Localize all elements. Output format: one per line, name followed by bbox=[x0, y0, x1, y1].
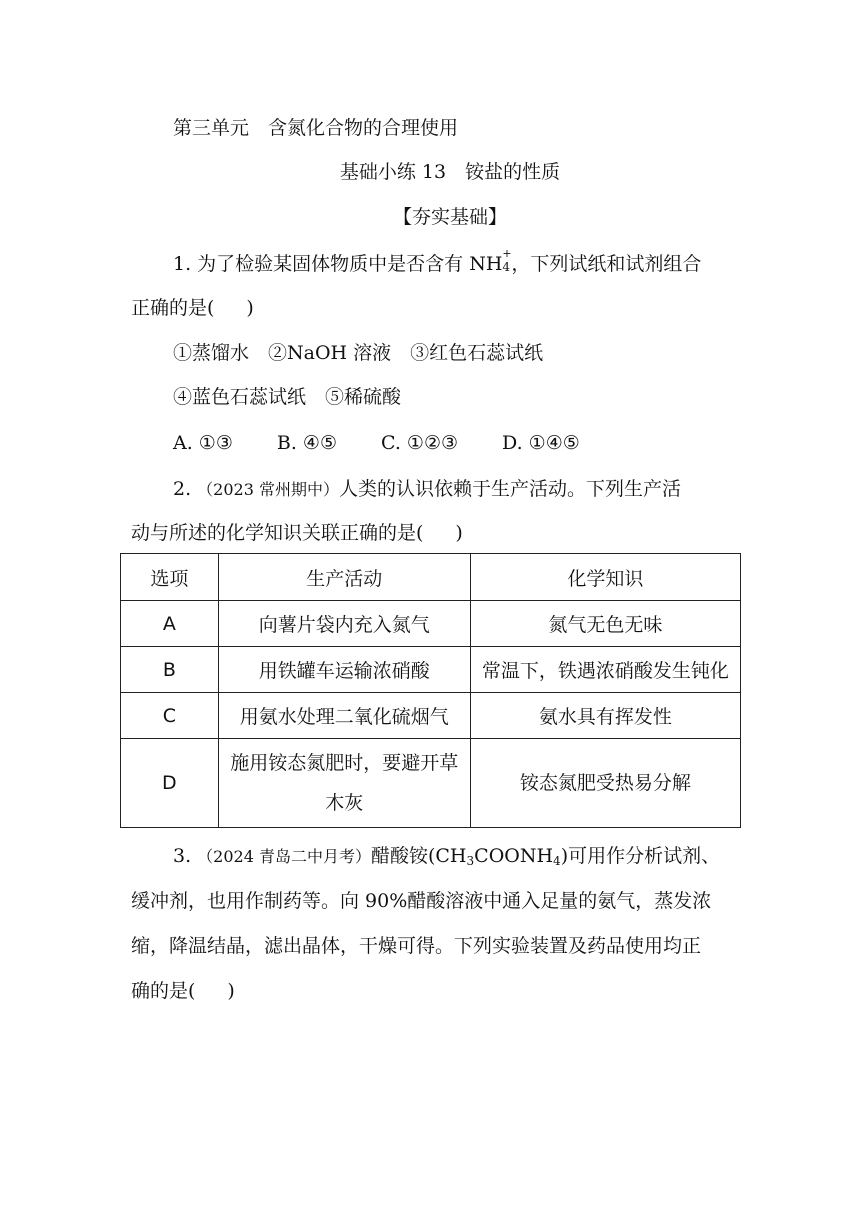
row-knowledge: 氨水具有挥发性 bbox=[470, 693, 740, 739]
row-knowledge: 常温下，铁遇浓硝酸发生钝化 bbox=[470, 647, 740, 693]
question-3-number: 3. bbox=[173, 845, 198, 867]
row-activity-line-1: 施用铵态氮肥时，要避开草 bbox=[230, 752, 459, 774]
row-activity: 向薯片袋内充入氮气 bbox=[218, 601, 470, 647]
choice-c: C. ①②③ bbox=[380, 432, 459, 454]
table-row bbox=[121, 647, 741, 693]
question-2-source: （2023 常州期中） bbox=[197, 480, 339, 499]
answer-paren-close: ) bbox=[246, 297, 254, 319]
ion-charge: + bbox=[502, 247, 512, 260]
formula-subscript: 3 bbox=[466, 854, 475, 868]
question-2-stem-end: 动与所述的化学知识关联正确的是( bbox=[131, 522, 424, 544]
row-option: C bbox=[121, 693, 219, 739]
answer-paren-close: ) bbox=[227, 980, 235, 1002]
question-3-stem-end: 确的是( bbox=[131, 980, 196, 1002]
row-knowledge: 氮气无色无味 bbox=[470, 601, 740, 647]
row-activity: 用氨水处理二氧化硫烟气 bbox=[218, 693, 470, 739]
answer-paren-close: ) bbox=[455, 522, 463, 544]
question-3-source: （2024 青岛二中月考） bbox=[197, 847, 371, 866]
section-heading: 【夯实基础】 bbox=[392, 206, 507, 228]
ion-subscript: 4 bbox=[502, 260, 511, 274]
table-row bbox=[121, 739, 741, 828]
question-1-line-2 bbox=[131, 296, 254, 320]
table-row bbox=[121, 601, 741, 647]
question-3-line-2: 缓冲剂，也用作制药等。向 90%醋酸溶液中通入足量的氨气，蒸发浓 bbox=[131, 890, 712, 912]
ammonium-ion-index bbox=[502, 247, 512, 274]
question-2-table bbox=[120, 553, 741, 828]
row-option: D bbox=[121, 739, 219, 828]
question-2-line-2 bbox=[131, 521, 463, 545]
question-1-choices bbox=[173, 431, 624, 455]
question-1-text-tail: ，下列试纸和试剂组合 bbox=[511, 253, 702, 275]
header-option: 选项 bbox=[121, 554, 219, 601]
question-1-text: 1. 为了检验某固体物质中是否含有 NH bbox=[173, 253, 503, 275]
question-2-line-1 bbox=[173, 477, 681, 502]
unit-title: 第三单元 含氮化合物的合理使用 bbox=[173, 117, 459, 139]
formula-subscript: 4 bbox=[553, 854, 561, 868]
question-2-text: 人类的认识依赖于生产活动。下列生产活 bbox=[338, 478, 681, 500]
question-1-line-1 bbox=[173, 247, 702, 276]
row-activity: 用铁罐车运输浓硝酸 bbox=[218, 647, 470, 693]
header-activity: 生产活动 bbox=[218, 554, 470, 601]
question-3-line-3: 缩，降温结晶，滤出晶体，干燥可得。下列实验装置及药品使用均正 bbox=[131, 935, 702, 957]
exercise-title: 基础小练 13 铵盐的性质 bbox=[339, 161, 561, 183]
choice-a: A. ①③ bbox=[173, 432, 233, 454]
question-3-text-tail: )可用作分析试剂、 bbox=[560, 845, 721, 867]
header-knowledge: 化学知识 bbox=[470, 554, 740, 601]
question-3-line-4 bbox=[131, 979, 235, 1003]
table-header-row bbox=[121, 554, 741, 601]
question-3-text: 醋酸铵(CH bbox=[370, 845, 467, 867]
row-knowledge: 铵态氮肥受热易分解 bbox=[470, 739, 740, 828]
row-option: A bbox=[121, 601, 219, 647]
table-row bbox=[121, 693, 741, 739]
question-1-stem-end: 正确的是( bbox=[131, 297, 215, 319]
question-2-number: 2. bbox=[173, 478, 198, 500]
question-3-formula: COONH bbox=[474, 845, 554, 867]
row-activity-line-2: 木灰 bbox=[325, 792, 364, 814]
question-3-line-1 bbox=[173, 844, 720, 873]
choice-d: D. ①④⑤ bbox=[502, 432, 580, 454]
question-1-options-row-1: ①蒸馏水 ②NaOH 溶液 ③红色石蕊试纸 bbox=[173, 342, 544, 364]
row-option: B bbox=[121, 647, 219, 693]
question-1-options-row-2: ④蓝色石蕊试纸 ⑤稀硫酸 bbox=[173, 386, 402, 408]
row-activity bbox=[218, 739, 470, 828]
choice-b: B. ④⑤ bbox=[276, 432, 337, 454]
